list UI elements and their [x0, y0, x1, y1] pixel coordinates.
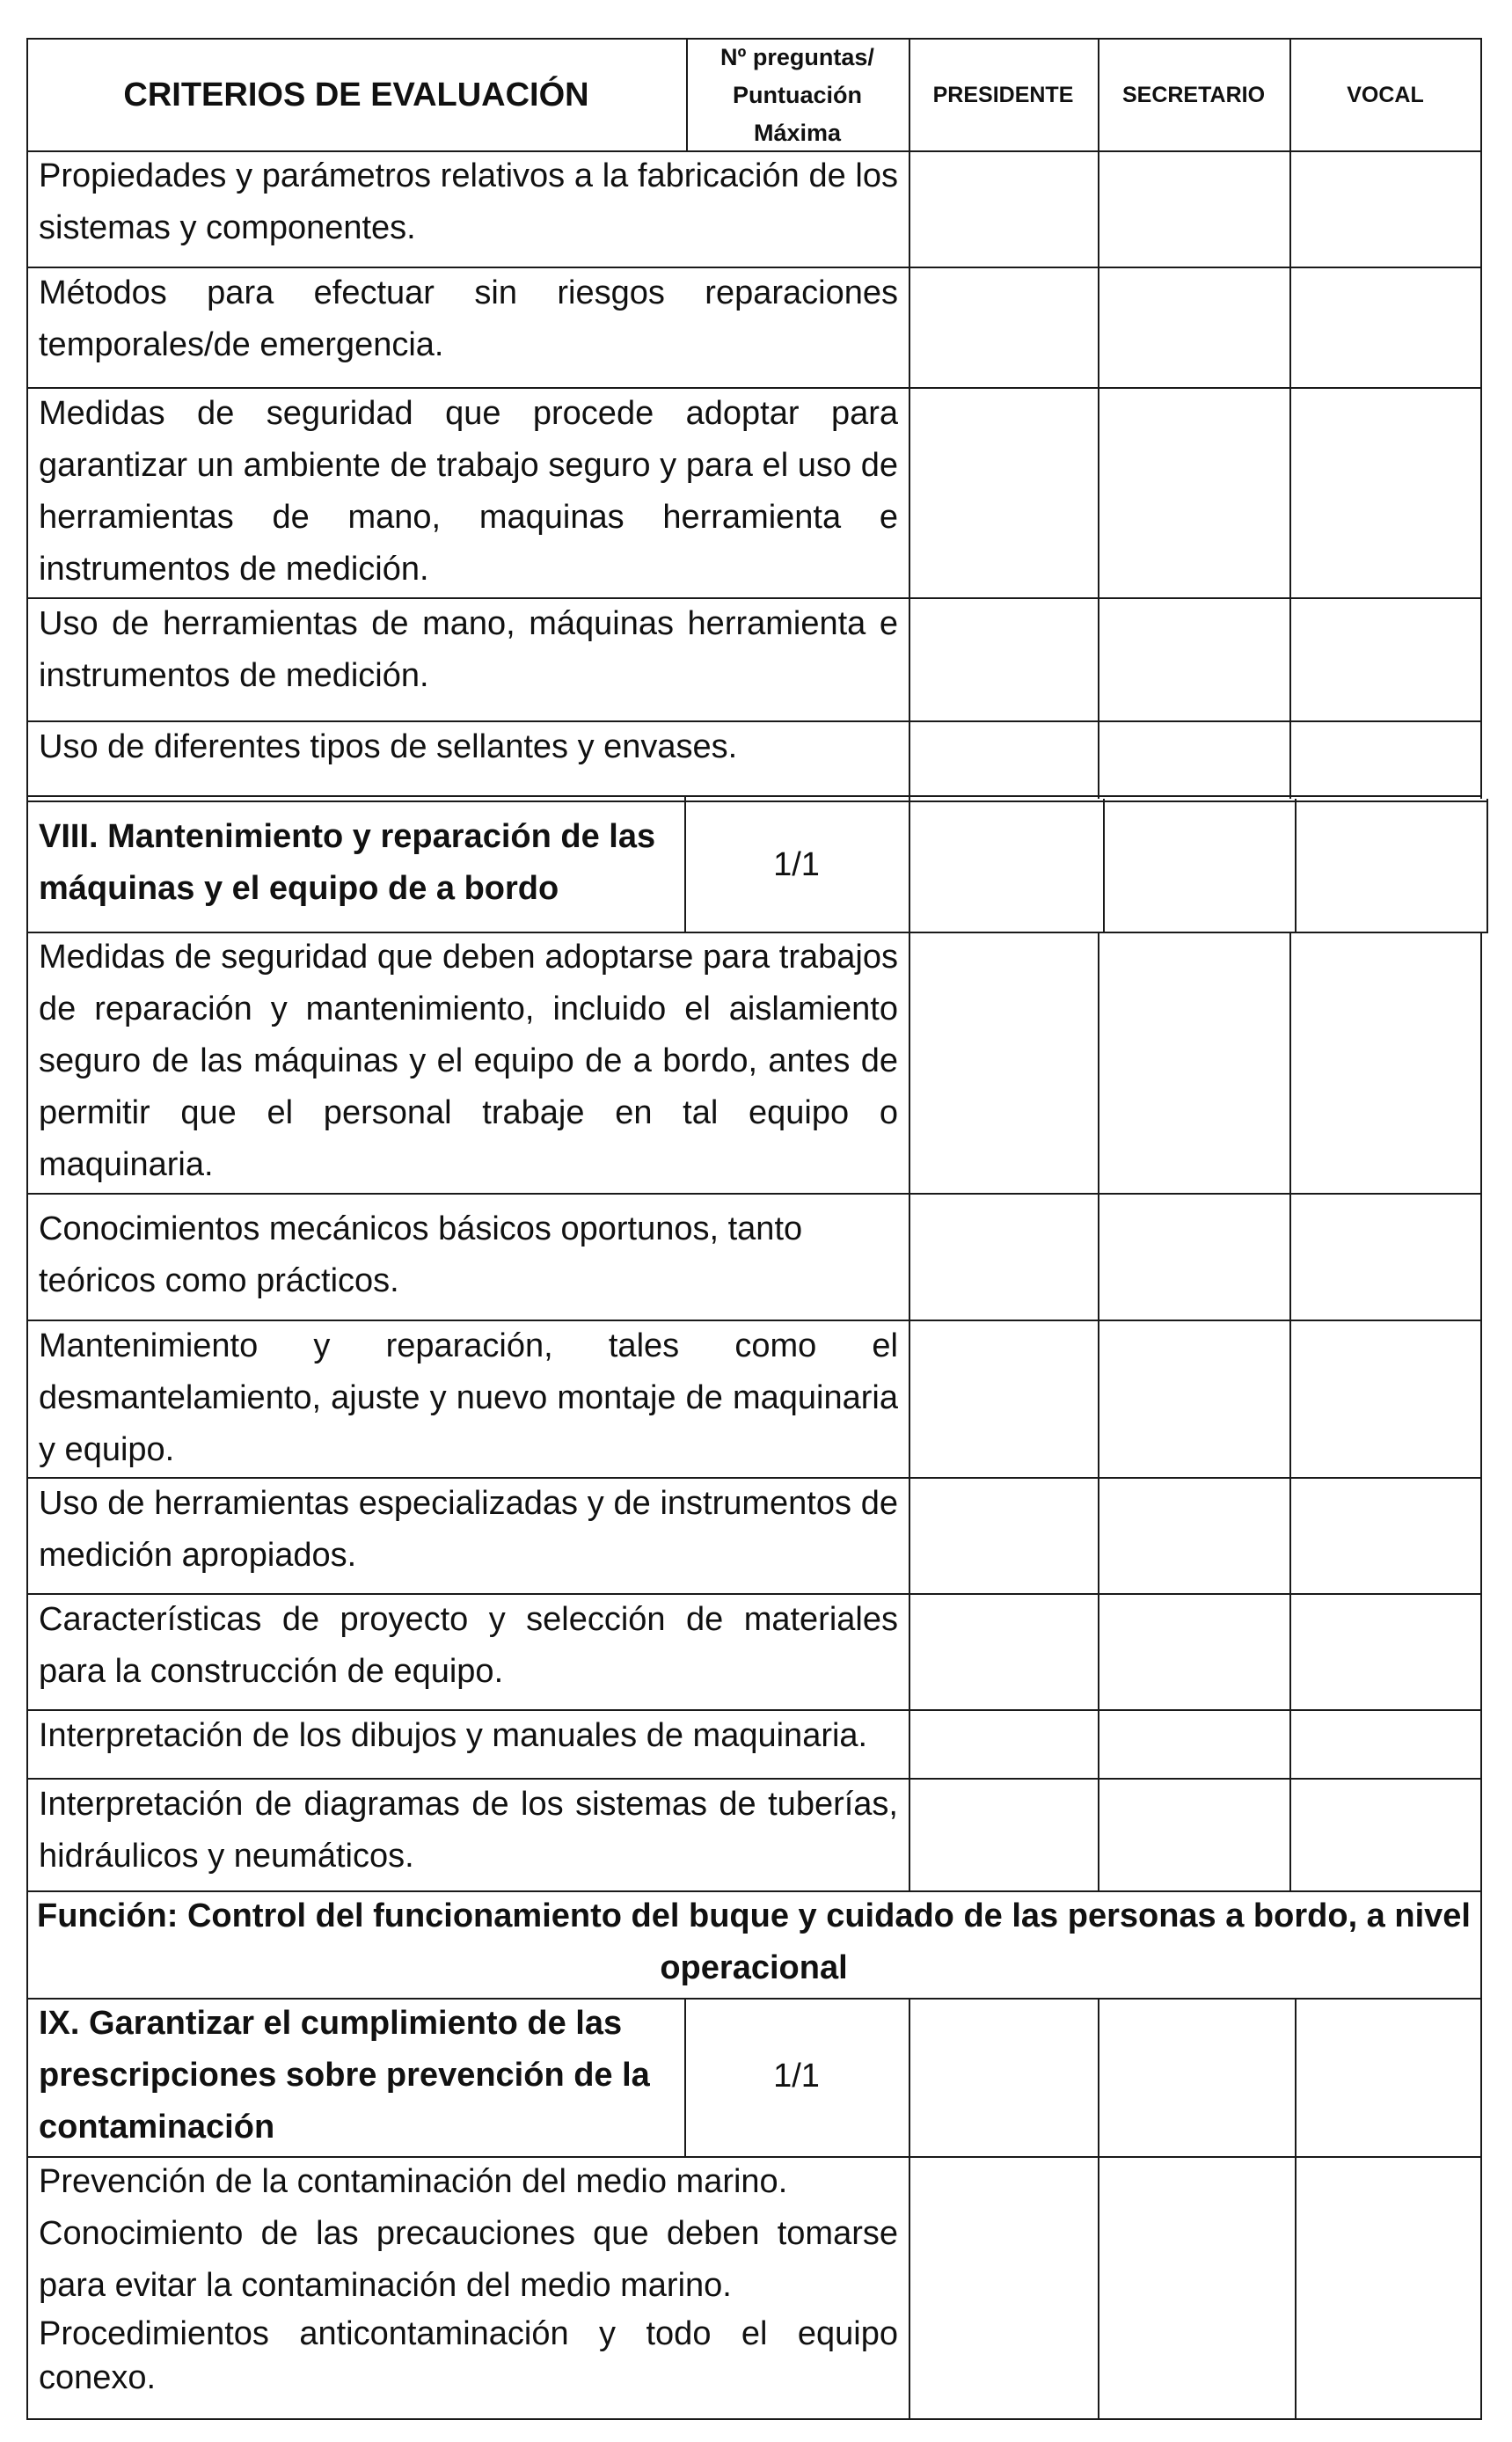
secretary-header — [1098, 39, 1289, 151]
function-banner-line2: operacional — [660, 1949, 848, 1986]
rule-s8-row-1 — [26, 1193, 1482, 1195]
section-8-title-line1: VIII. Mantenimiento y reparación de las — [39, 818, 656, 855]
section-9-title-line1: IX. Garantizar el cumplimiento de las — [39, 2005, 623, 2042]
rule-vocal-left-s8 — [1295, 799, 1297, 932]
section-8-row-1: Medidas de seguridad que deben adoptarse para trabajos de reparación y mantenimiento, incluido el aislamiento seguro de las máquinas y el equipo de a bordo, antes de permitir que el personal trabaje en tal equipo o maquinaria. — [39, 939, 898, 1183]
rule-header-bottom — [26, 150, 1482, 152]
secretary-header-text: SECRETARIO — [1121, 82, 1266, 107]
rule-s8-row-7 — [26, 1890, 1482, 1892]
section-8-row-4: Uso de herramientas especializadas y de instrumentos de medición apropiados. — [39, 1485, 898, 1574]
rule-president-left-1 — [909, 38, 910, 1892]
section-9-title — [39, 1998, 690, 2153]
rule-questions-left-s9 — [684, 1998, 686, 2157]
rule-s8-row-4 — [26, 1593, 1482, 1595]
criteria-row-1: Propiedades y parámetros relativos a la fabricación de los sistemas y componentes. — [39, 157, 898, 246]
rule-top — [26, 38, 1482, 40]
rule-vocal-left-1 — [1289, 38, 1291, 799]
rule-row-1 — [26, 267, 1482, 268]
section-8-count — [684, 798, 909, 932]
rule-president-left-2 — [909, 1998, 910, 2420]
criteria-row-5: Uso de diferentes tipos de sellantes y envases. — [39, 728, 738, 765]
questions-header-line3: Máxima — [753, 119, 842, 146]
president-header — [909, 39, 1098, 151]
rule-function — [26, 1998, 1482, 2000]
questions-header-line1: Nº preguntas/ — [720, 43, 874, 70]
rule-vocal-left-2 — [1289, 932, 1291, 1892]
rule-right-1 — [1480, 38, 1482, 799]
criteria-header — [26, 39, 686, 151]
vocal-header-text: VOCAL — [1347, 82, 1424, 107]
section-8-row-3: Mantenimiento y reparación, tales como el desmantelamiento, ajuste y nuevo montaje de maquinaria y equipo. — [39, 1327, 898, 1468]
section-9-row-3: Procedimientos anticontaminación y todo el equipo conexo. — [39, 2315, 898, 2396]
rule-s8-row-5 — [26, 1709, 1482, 1711]
rule-row-3 — [26, 597, 1482, 599]
section-8-row-2: Conocimientos mecánicos básicos oportunos, tanto teóricos como prácticos. — [39, 1210, 803, 1299]
section-8-title-line2: máquinas y el equipo de a bordo — [39, 870, 559, 907]
rule-row-5b — [26, 801, 1488, 802]
rule-secretary-left-3 — [1098, 1998, 1099, 2420]
rule-s8-row-6 — [26, 1778, 1482, 1780]
criteria-row-2: Métodos para efectuar sin riesgos reparaciones temporales/de emergencia. — [39, 274, 898, 363]
rule-vocal-left-3 — [1295, 1998, 1297, 2420]
rule-row-4 — [26, 720, 1482, 722]
rule-questions-left-s8 — [684, 795, 686, 932]
questions-header — [686, 39, 909, 151]
rule-section-9 — [26, 2156, 1482, 2158]
function-banner — [26, 1890, 1481, 1994]
function-banner-line1: Función: Control del funcionamiento del buque y cuidado de las personas a bordo, a nivel — [37, 1897, 1471, 1934]
rule-row-2 — [26, 387, 1482, 389]
section-8-row-7: Interpretación de diagramas de los sistemas de tuberías, hidráulicos y neumáticos. — [39, 1786, 898, 1875]
rule-s8-row-2 — [26, 1320, 1482, 1321]
rule-left — [26, 38, 28, 2420]
rule-secretary-left-s8 — [1103, 799, 1105, 932]
rule-secretary-left-1 — [1098, 38, 1099, 799]
vocal-header — [1289, 39, 1481, 151]
section-8-row-6: Interpretación de los dibujos y manuales de maquinaria. — [39, 1717, 868, 1754]
rule-questions-left-header — [686, 38, 688, 151]
section-8-count-text: 1/1 — [773, 845, 820, 883]
president-header-text: PRESIDENTE — [932, 82, 1074, 107]
rule-s8-row-3 — [26, 1477, 1482, 1479]
rule-secretary-left-2 — [1098, 932, 1099, 1892]
section-9-count — [684, 1998, 909, 2155]
rule-right-s8 — [1486, 799, 1488, 932]
section-8-row-5: Características de proyecto y selección de materiales para la construcción de equipo. — [39, 1601, 898, 1690]
rule-bottom — [26, 2418, 1482, 2420]
section-8-title — [39, 811, 690, 915]
section-9-count-text: 1/1 — [773, 2058, 820, 2095]
rule-right-2 — [1480, 932, 1482, 2420]
criteria-row-4: Uso de herramientas de mano, máquinas herramienta e instrumentos de medición. — [39, 605, 898, 694]
section-9-title-line2: prescripciones sobre prevención de la — [39, 2057, 650, 2094]
section-9-title-line3: contaminación — [39, 2109, 275, 2146]
questions-header-line2: Puntuación — [733, 81, 862, 108]
criteria-row-3: Medidas de seguridad que procede adoptar para garantizar un ambiente de trabajo seguro y para el uso de herramientas de mano, maquinas herramienta e instrumentos de medición. — [39, 395, 898, 588]
section-9-row-2: Conocimiento de las precauciones que deben tomarse para evitar la contaminación del medio marino. — [39, 2215, 898, 2304]
criteria-header-text: CRITERIOS DE EVALUACIÓN — [123, 76, 589, 113]
rule-section-8 — [26, 932, 1488, 933]
section-9-row-1: Prevención de la contaminación del medio marino. — [39, 2163, 788, 2200]
rule-row-5a — [26, 795, 1482, 797]
